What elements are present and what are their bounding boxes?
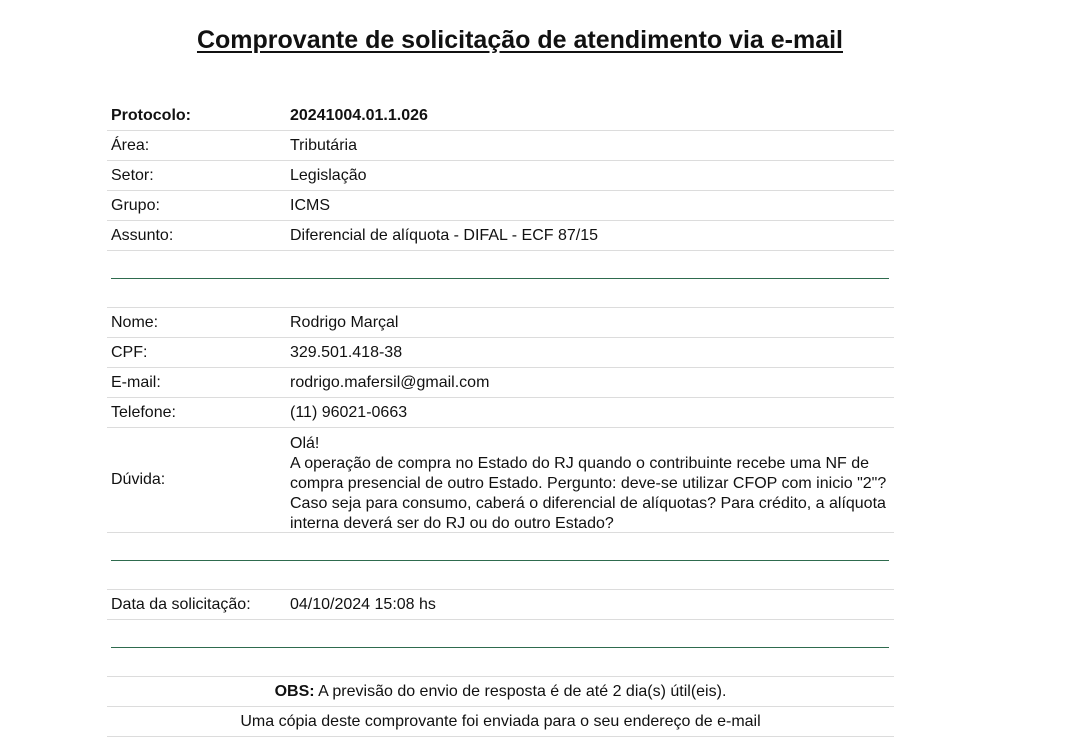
date-row xyxy=(107,590,894,620)
protocol-value: 20241004.01.1.026 xyxy=(290,107,428,124)
receipt-table xyxy=(107,101,894,737)
email-label: E-mail: xyxy=(111,374,161,391)
phone-row xyxy=(107,398,894,428)
divider-line xyxy=(111,560,889,561)
protocol-label: Protocolo: xyxy=(111,107,191,124)
name-row xyxy=(107,308,894,338)
question-value xyxy=(290,434,890,534)
question-text: A operação de compra no Estado do RJ quando o contribuinte recebe uma NF de compra presencial de outro Estado. Pergunto: deve-se utilizar CFOP com inicio "2"? Caso seja para consumo, caberá o diferencial de alíquotas? Para crédito, a alíquota interna deverá ser do RJ ou do outro Estado? xyxy=(290,455,887,532)
obs-note xyxy=(107,677,894,706)
section-separator xyxy=(107,533,894,590)
copy-note-row xyxy=(107,707,894,737)
subject-label: Assunto: xyxy=(111,227,174,244)
question-row xyxy=(107,428,894,533)
name-label: Nome: xyxy=(111,314,159,331)
phone-label: Telefone: xyxy=(111,404,176,421)
section-separator xyxy=(107,620,894,677)
email-value: rodrigo.mafersil@gmail.com xyxy=(290,374,490,391)
email-row xyxy=(107,368,894,398)
group-row xyxy=(107,191,894,221)
area-row xyxy=(107,131,894,161)
date-value: 04/10/2024 15:08 hs xyxy=(290,596,436,613)
section-separator xyxy=(107,251,894,308)
name-value: Rodrigo Marçal xyxy=(290,314,399,331)
date-label: Data da solicitação: xyxy=(111,596,251,613)
question-label: Dúvida: xyxy=(111,471,166,488)
question-greeting: Olá! xyxy=(290,435,320,452)
sector-row xyxy=(107,161,894,191)
group-label: Grupo: xyxy=(111,197,160,214)
phone-value: (11) 96021-0663 xyxy=(290,404,408,421)
obs-label: OBS: xyxy=(274,683,315,700)
cpf-row xyxy=(107,338,894,368)
cpf-value: 329.501.418-38 xyxy=(290,344,403,361)
area-value: Tributária xyxy=(290,137,357,154)
obs-row xyxy=(107,677,894,707)
sector-value: Legislação xyxy=(290,167,367,184)
cpf-label: CPF: xyxy=(111,344,148,361)
subject-row xyxy=(107,221,894,251)
divider-line xyxy=(111,278,889,279)
area-label: Área: xyxy=(111,137,150,154)
divider-line xyxy=(111,647,889,648)
protocol-row xyxy=(107,101,894,131)
obs-text: A previsão do envio de resposta é de até 2 dia(s) útil(eis). xyxy=(314,683,727,700)
subject-value: Diferencial de alíquota - DIFAL - ECF 87/15 xyxy=(290,227,598,244)
copy-note: Uma cópia deste comprovante foi enviada para o seu endereço de e-mail xyxy=(240,713,761,730)
page-title: Comprovante de solicitação de atendimento via e-mail xyxy=(196,26,843,54)
sector-label: Setor: xyxy=(111,167,154,184)
group-value: ICMS xyxy=(290,197,330,214)
